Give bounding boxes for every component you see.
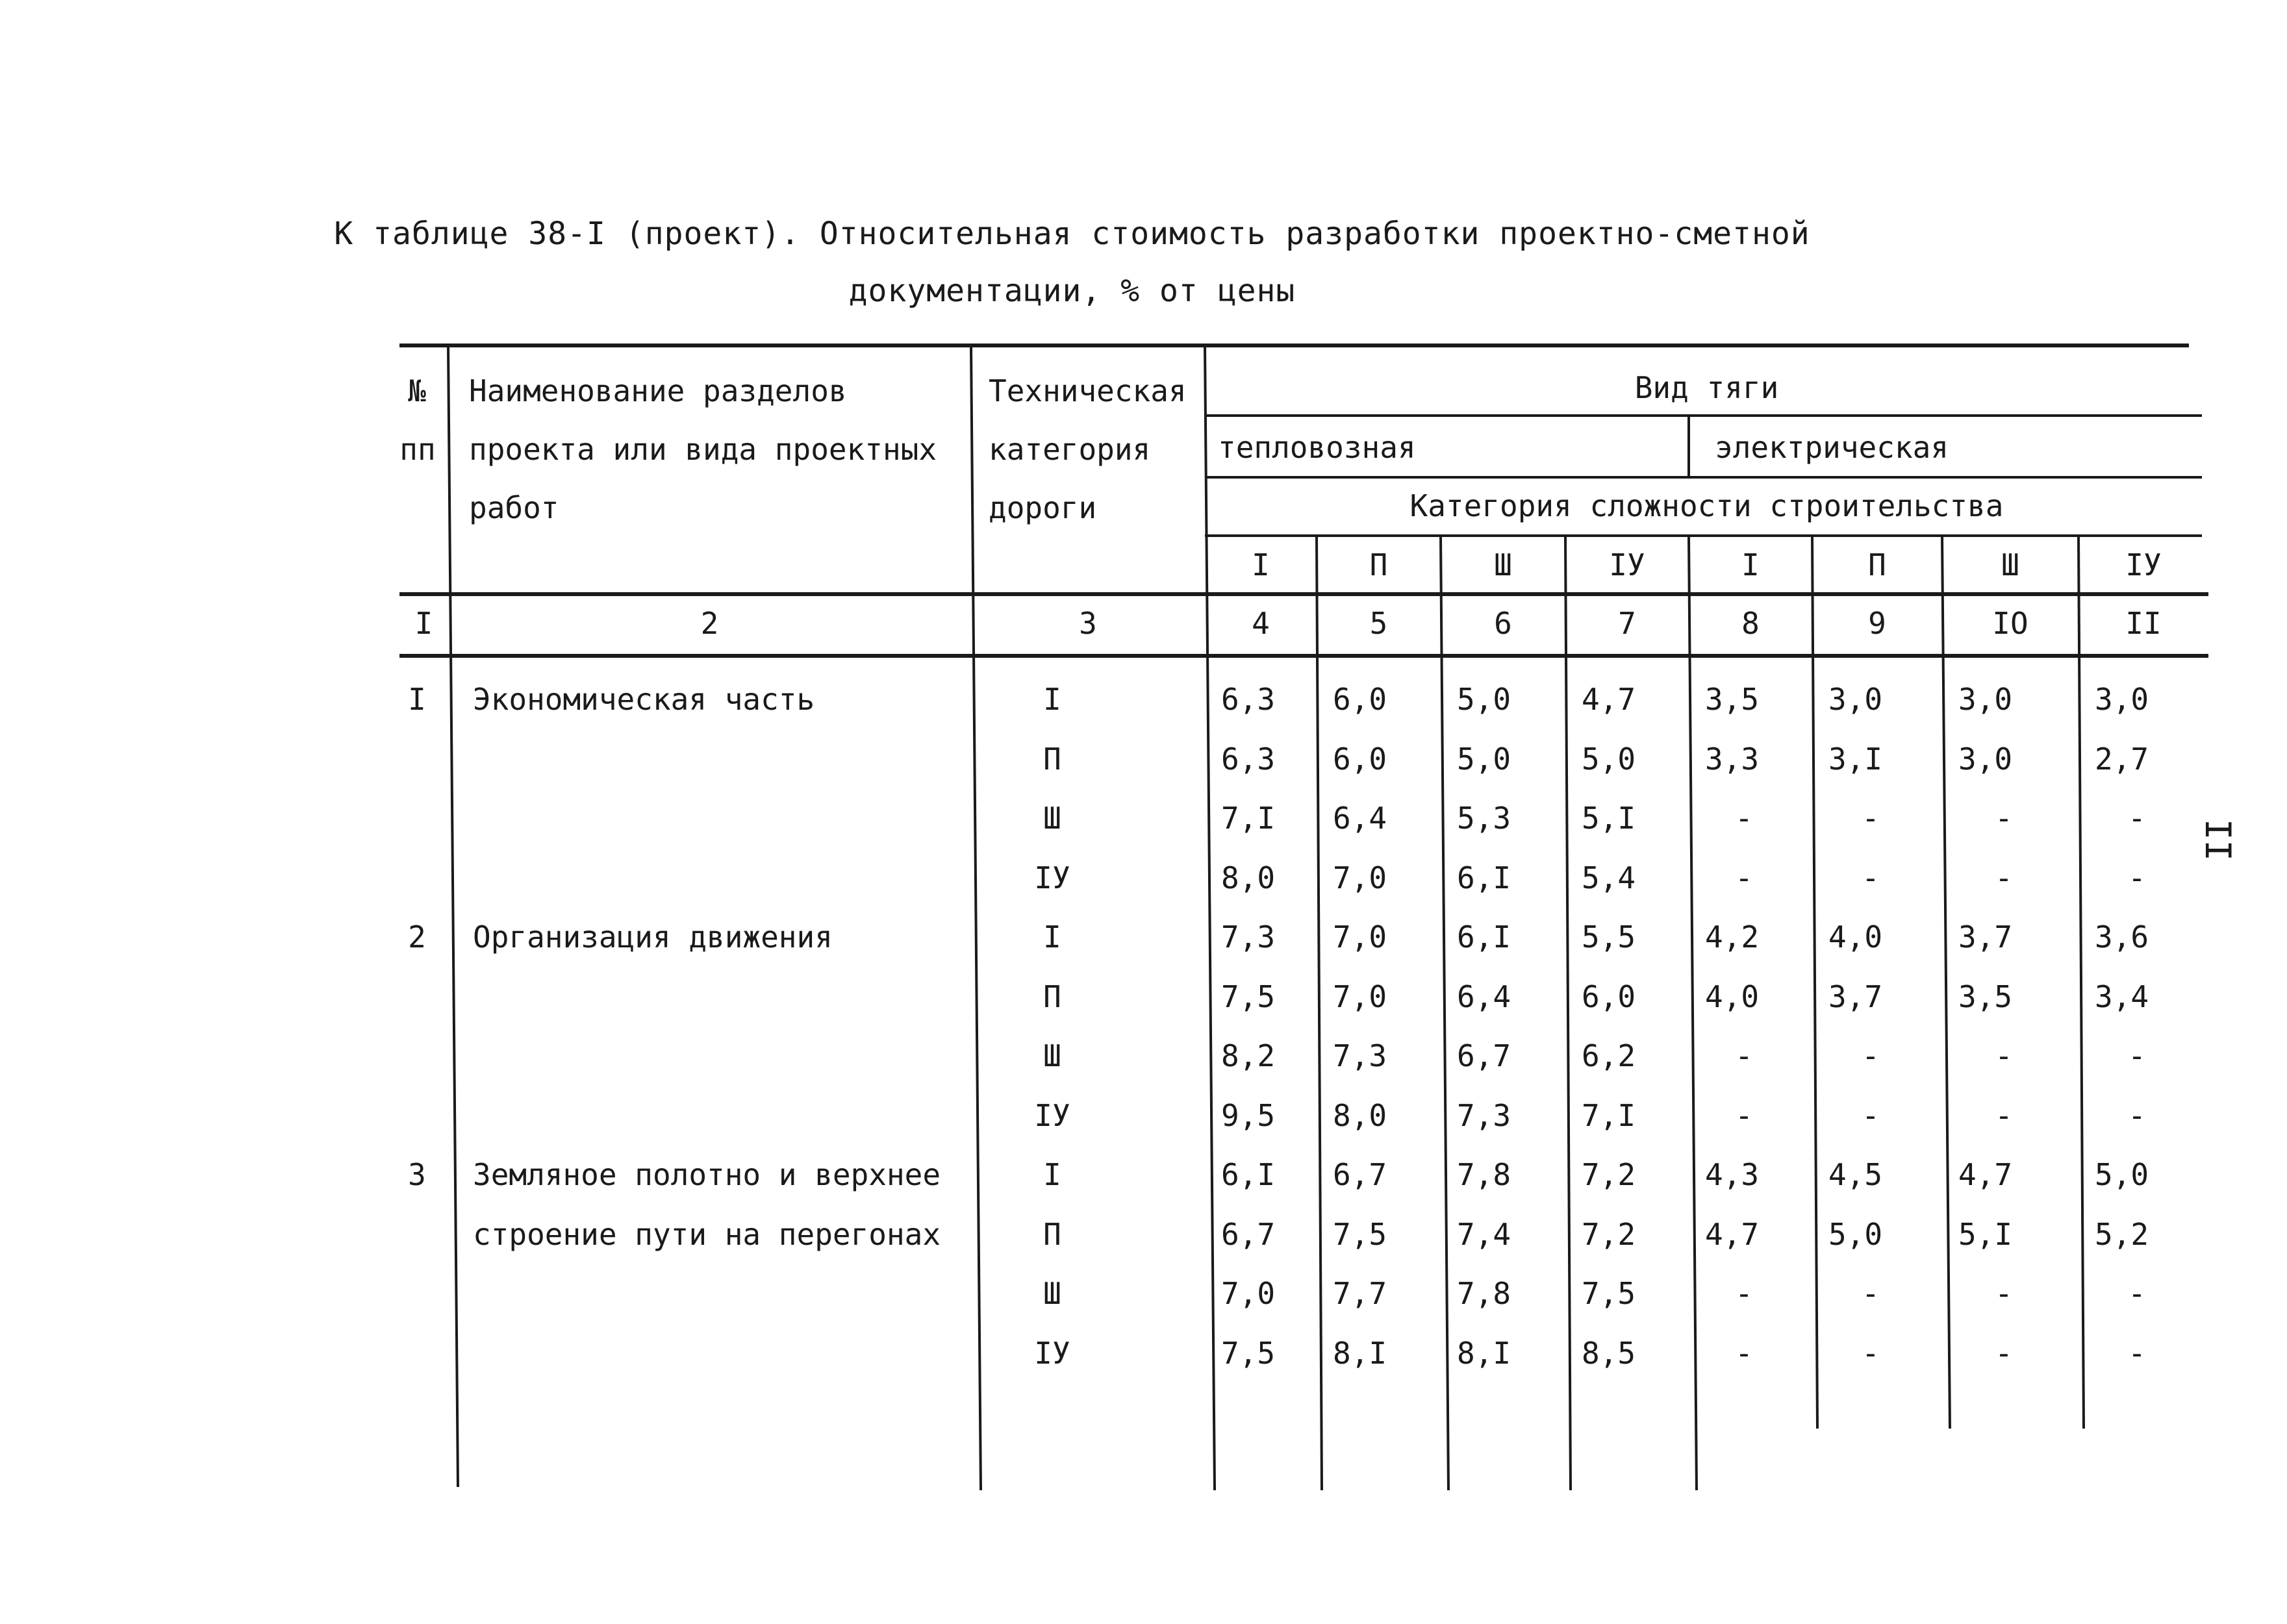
value-cell: 6,2 [1582,1038,1636,1073]
value-cell: 3,7 [1828,979,1883,1014]
value-cell: 7,4 [1457,1216,1511,1252]
column-number-11: II [2125,606,2162,641]
value-cell: 5,0 [2095,1157,2149,1192]
value-cell: 7,7 [1333,1276,1387,1311]
value-cell: - [1862,1276,1880,1311]
col-divider-6 [1441,536,1448,1490]
value-cell: 6,0 [1333,741,1387,777]
value-cell: 5,3 [1457,801,1511,836]
value-cell: 4,0 [1828,919,1883,955]
value-cell: 4,7 [1705,1216,1760,1252]
value-cell: - [1735,860,1753,895]
value-cell: 8,0 [1333,1097,1387,1133]
road-category: П [1043,741,1061,777]
value-cell: - [2128,1335,2146,1371]
value-cell: 4,2 [1705,919,1760,955]
value-cell: 4,7 [1958,1157,2013,1192]
value-cell: 3,4 [2095,979,2149,1014]
value-cell: - [1995,1335,2013,1371]
value-cell: 5,2 [2095,1216,2149,1252]
value-cell: - [1735,801,1753,836]
value-cell: 4,3 [1705,1157,1760,1192]
value-cell: 4,5 [1828,1157,1883,1192]
header-category-2: П [1369,547,1388,582]
value-cell: 6,3 [1221,741,1276,777]
value-cell: - [1862,1335,1880,1371]
road-category: Ш [1043,801,1061,836]
value-cell: 8,2 [1221,1038,1276,1073]
section-name: Организация движения [473,919,833,955]
value-cell: 7,5 [1221,979,1276,1014]
value-cell: 5,0 [1582,741,1636,777]
column-number-6: 6 [1494,606,1512,641]
value-cell: 3,0 [1958,741,2013,777]
column-number-1: I [414,606,433,641]
value-cell: 4,7 [1582,682,1636,717]
header-name-line: проекта или вида проектных [469,432,937,467]
section-name: Экономическая часть [473,682,815,717]
value-cell: 6,0 [1333,682,1387,717]
value-cell: - [1995,1038,2013,1073]
value-cell: 7,2 [1582,1157,1636,1192]
header-category-7: Ш [2001,547,2019,582]
header-name-line: работ [469,490,559,525]
road-category: IУ [1034,860,1070,895]
col-divider-name [448,345,458,1487]
value-cell: 6,3 [1221,682,1276,717]
road-category: I [1043,682,1061,717]
value-cell: 7,5 [1221,1335,1276,1371]
column-number-5: 5 [1369,606,1388,641]
value-cell: 5,I [1958,1216,2013,1252]
value-cell: 7,2 [1582,1216,1636,1252]
value-cell: 7,5 [1333,1216,1387,1252]
column-number-3: 3 [1079,606,1097,641]
value-cell: 8,5 [1582,1335,1636,1371]
column-number-7: 7 [1618,606,1636,641]
value-cell: 6,7 [1457,1038,1511,1073]
value-cell: - [1995,860,2013,895]
header-num: № [408,373,426,408]
value-cell: 7,0 [1221,1276,1276,1311]
road-category: IУ [1034,1335,1070,1371]
value-cell: 5,0 [1828,1216,1883,1252]
header-category-6: П [1868,547,1886,582]
road-category: Ш [1043,1276,1061,1311]
value-cell: 3,3 [1705,741,1760,777]
value-cell: 7,0 [1333,919,1387,955]
col-divider-9 [1812,536,1817,1429]
value-cell: 7,I [1582,1097,1636,1133]
value-cell: 6,I [1457,919,1511,955]
value-cell: 5,0 [1457,741,1511,777]
value-cell: 6,4 [1333,801,1387,836]
column-number-4: 4 [1252,606,1270,641]
value-cell: 6,7 [1221,1216,1276,1252]
road-category: I [1043,1157,1061,1192]
value-cell: - [1995,1276,2013,1311]
section-name: строение пути на перегонах [473,1216,941,1252]
value-cell: 5,4 [1582,860,1636,895]
value-cell: 3,6 [2095,919,2149,955]
header-category-8: IУ [2125,547,2162,582]
value-cell: - [2128,801,2146,836]
value-cell: - [1862,860,1880,895]
value-cell: 6,I [1457,860,1511,895]
value-cell: 3,0 [1958,682,2013,717]
value-cell: 6,7 [1333,1157,1387,1192]
page-number: II [2197,818,2239,862]
value-cell: 8,I [1333,1335,1387,1371]
header-category-1: I [1252,547,1270,582]
header-traction: Вид тяги [1634,370,1779,405]
value-cell: - [1735,1038,1753,1073]
col-divider-8 [1689,536,1697,1490]
header-teplo: тепловозная [1218,430,1416,465]
col-divider-10 [1942,536,1950,1429]
header-tech-line: Техническая [989,373,1187,408]
section-name: Земляное полотно и верхнее [473,1157,941,1192]
value-cell: 2,7 [2095,741,2149,777]
value-cell: - [1735,1335,1753,1371]
col-divider-11 [2079,536,2084,1429]
header-electro: электрическая [1715,430,1949,465]
value-cell: 6,4 [1457,979,1511,1014]
value-cell: 5,5 [1582,919,1636,955]
value-cell: - [1735,1097,1753,1133]
value-cell: 7,3 [1221,919,1276,955]
value-cell: 3,I [1828,741,1883,777]
value-cell: 3,7 [1958,919,2013,955]
road-category: П [1043,1216,1061,1252]
value-cell: 3,5 [1705,682,1760,717]
value-cell: - [2128,1097,2146,1133]
col-divider-7 [1565,536,1571,1490]
value-cell: 4,0 [1705,979,1760,1014]
header-name-line: Наименование разделов [469,373,847,408]
road-category: I [1043,919,1061,955]
value-cell: 5,I [1582,801,1636,836]
value-cell: 7,0 [1333,979,1387,1014]
value-cell: 3,0 [1828,682,1883,717]
col-divider-5 [1317,536,1322,1490]
value-cell: 6,I [1221,1157,1276,1192]
road-category: Ш [1043,1038,1061,1073]
value-cell: - [1995,801,2013,836]
value-cell: 6,0 [1582,979,1636,1014]
value-cell: - [1735,1276,1753,1311]
value-cell: 7,5 [1582,1276,1636,1311]
value-cell: 7,0 [1333,860,1387,895]
document-title-line-2: документации, % от цены [848,273,1296,309]
header-category-4: IУ [1609,547,1645,582]
value-cell: 3,5 [1958,979,2013,1014]
value-cell: 7,8 [1457,1276,1511,1311]
road-category: П [1043,979,1061,1014]
row-number: 2 [408,919,426,955]
value-cell: - [2128,1038,2146,1073]
document-title-line-1: К таблице 38-I (проект). Относительная стоимость разработки проектно-сметной [334,216,1810,252]
header-num-pp: пп [399,432,436,467]
row-number: I [408,682,426,717]
value-cell: - [1862,801,1880,836]
value-cell: - [1862,1097,1880,1133]
value-cell: 7,I [1221,801,1276,836]
column-number-8: 8 [1741,606,1760,641]
value-cell: 7,3 [1457,1097,1511,1133]
road-category: IУ [1034,1097,1070,1133]
header-category-5: I [1741,547,1760,582]
column-number-2: 2 [700,606,719,641]
value-cell: - [1995,1097,2013,1133]
value-cell: 8,I [1457,1335,1511,1371]
value-cell: 9,5 [1221,1097,1276,1133]
column-number-10: IO [1992,606,2028,641]
header-tech-line: категория [989,432,1151,467]
value-cell: 8,0 [1221,860,1276,895]
header-category-3: Ш [1494,547,1512,582]
col-divider-tech [971,345,981,1490]
value-cell: 7,3 [1333,1038,1387,1073]
value-cell: 3,0 [2095,682,2149,717]
header-complexity: Категория сложности строительства [1409,488,2004,523]
value-cell: 7,8 [1457,1157,1511,1192]
value-cell: - [1862,1038,1880,1073]
row-number: 3 [408,1157,426,1192]
value-cell: - [2128,860,2146,895]
header-tech-line: дороги [989,490,1097,525]
column-number-9: 9 [1868,606,1886,641]
value-cell: - [2128,1276,2146,1311]
value-cell: 5,0 [1457,682,1511,717]
